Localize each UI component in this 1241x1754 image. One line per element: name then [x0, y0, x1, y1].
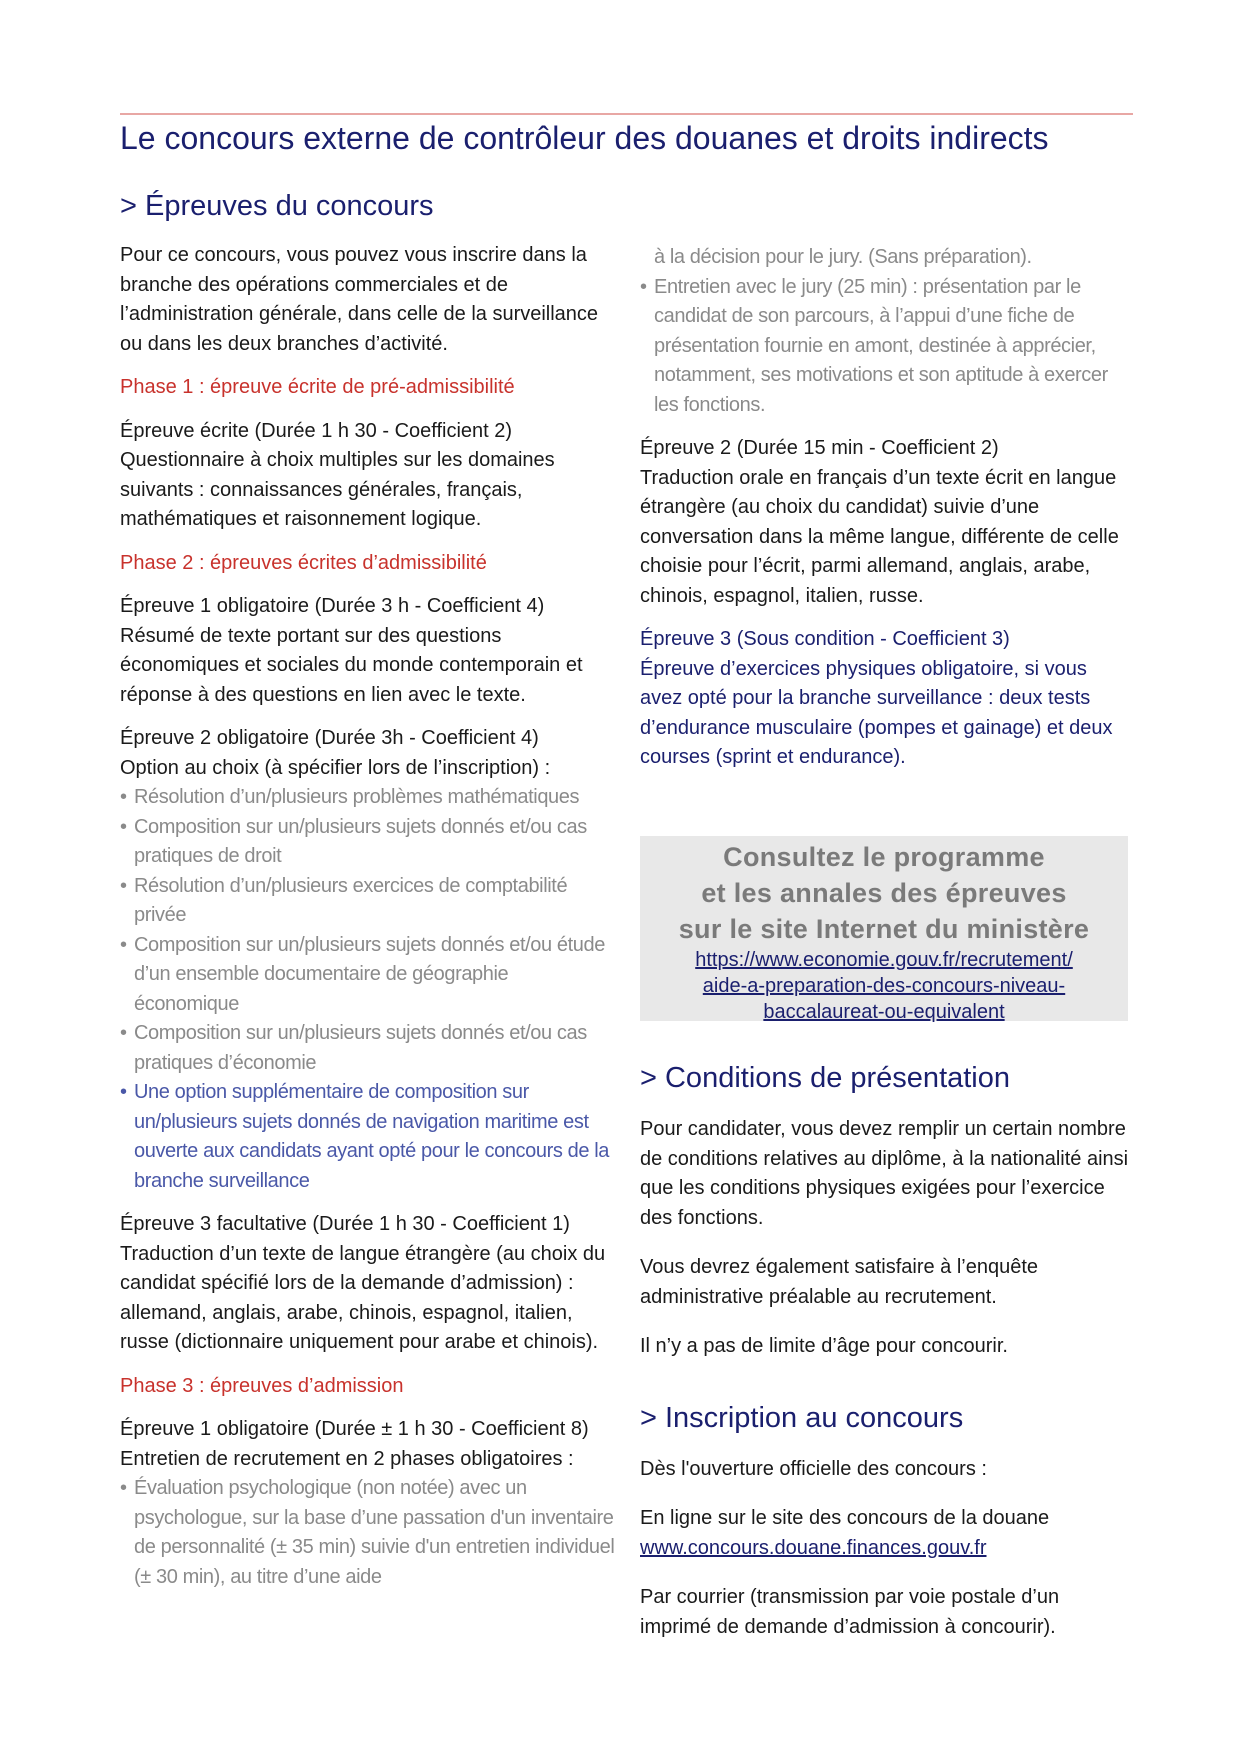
phase2-ep1-text: de texte portant sur des questions économiques et sociales du monde contemporain et réponse à des questions en lien avec le texte.: [120, 624, 583, 706]
phase3-epreuve1: [120, 1415, 615, 1474]
callout-link-line1[interactable]: https://www.economie.gouv.fr/recrutement/: [695, 949, 1073, 971]
list-item: • Composition sur un/plusieurs sujets donnés et/ou cas pratiques d’économie: [120, 1019, 615, 1078]
inscription-p3-text: (transmission par voie postale d’un imprimé de demande d’admission à concourir).: [640, 1586, 1060, 1638]
phase3-ep3-text: obligatoire, si vous avez opté pour la branche surveillance : deux tests d’endurance musculaire (pompes et gainage) et deux courses (sprint et endurance).: [640, 657, 1113, 768]
phase3-ep3-bold: Épreuve d’exercices physiques: [640, 657, 916, 680]
phase2-epreuve2: [120, 724, 615, 783]
phase3-item1-continued: à la décision pour le jury. (Sans préparation).: [654, 246, 1032, 268]
phase2-options-list: [120, 783, 615, 1196]
phase1-epreuve: [120, 417, 615, 535]
phase2-epreuve3: [120, 1210, 615, 1358]
section-heading-inscription: > Inscription au concours: [640, 1401, 964, 1434]
section-heading-epreuves: > Épreuves du concours: [120, 190, 434, 222]
phase2-epreuve1: [120, 592, 615, 710]
callout-link-line3[interactable]: baccalaureat-ou-equivalent: [763, 1001, 1005, 1023]
phase1-ep-text: sur les domaines suivants : connaissances générales, français, mathématiques et raisonnement logique.: [120, 449, 555, 530]
conditions-p3: Il n’y a pas de limite d’âge pour concourir.: [640, 1335, 1008, 1357]
inscription-p2-text: sur le site des concours de la douane: [712, 1507, 1050, 1529]
phase3-label: Phase 3 : épreuves d’admission: [120, 1374, 404, 1397]
phase3-ep2-bold: Traduction orale: [640, 466, 784, 489]
inscription-p2: [640, 1504, 1130, 1563]
phase3-epreuve3: [640, 625, 1130, 773]
section-heading-conditions: > Conditions de présentation: [640, 1062, 1011, 1094]
phase3-ep1-sub: Entretien de recrutement en 2 phases obligatoires :: [120, 1447, 574, 1470]
inscription-p1: Dès l'ouverture officielle des concours :: [640, 1457, 987, 1480]
list-item: • Entretien avec le jury (25 min) : présentation par le candidat de son parcours, à l’appui d’une fiche de présentation fournie en amont, destinée à apprécier, notamment, ses motivations et son aptitude à exercer les fonctions.: [640, 273, 1130, 421]
phase2-ep2-sub: Option au choix (à spécifier lors de l’inscription) :: [120, 756, 551, 779]
phase3-list-part2: [640, 273, 1130, 421]
callout-line2: et les annales des épreuves: [701, 878, 1067, 908]
callout-link-line2[interactable]: aide-a-preparation-des-concours-niveau-: [702, 975, 1066, 997]
inscription-p3: [640, 1583, 1130, 1642]
list-item: • Résolution d’un/plusieurs exercices de comptabilité privée: [120, 872, 615, 931]
inscription-p3-bold: Par courrier: [640, 1586, 745, 1608]
phase2-label: Phase 2 : épreuves écrites d’admissibilité: [120, 551, 487, 574]
right-column-upper: [640, 243, 1130, 773]
list-item-extra: • Une option supplémentaire de composition sur un/plusieurs sujets donnés de navigation maritime est ouverte aux candidats ayant opté pour le concours de la branche surveillance: [120, 1078, 615, 1196]
phase1-ep-title: Épreuve écrite (Durée 1 h 30 - Coefficient 2): [120, 419, 513, 442]
programme-callout: [640, 836, 1128, 1021]
page-title: Le concours externe de contrôleur des douanes et droits indirects: [120, 120, 1049, 156]
callout-line3: sur le site Internet du ministère: [678, 914, 1090, 944]
intro-paragraph: Pour ce concours, vous pouvez vous inscrire dans la branche des opérations commerciales et de l’administration générale, dans celle de la surveillance ou dans les deux branches d’activité.: [120, 244, 599, 355]
phase2-ep3-bold: Traduction: [120, 1242, 214, 1265]
phase1-label: Phase 1 : épreuve écrite de pré-admissibilité: [120, 376, 515, 398]
phase3-ep2-title: Épreuve 2 (Durée 15 min - Coefficient 2): [640, 437, 999, 459]
phase1-ep-bold: Questionnaire à choix multiples: [120, 449, 398, 471]
phase2-ep3-text: d’un texte de langue étrangère (au choix du candidat spécifié lors de la demande d’admission) : allemand, anglais, arabe, chinois, espagnol, italien, russe (dictionnaire uniquement pour arabe et chinois).: [120, 1242, 606, 1353]
list-item: • Résolution d’un/plusieurs problèmes mathématiques: [120, 783, 615, 813]
phase3-ep3-title: Épreuve 3 (Sous condition - Coefficient 3): [640, 628, 1010, 650]
callout-line1: Consultez le programme: [723, 842, 1045, 872]
right-column-lower: [640, 1062, 1130, 1662]
list-item: • Composition sur un/plusieurs sujets donnés et/ou étude d’un ensemble documentaire de géographie économique: [120, 931, 615, 1020]
list-item: • Composition sur un/plusieurs sujets donnés et/ou cas pratiques de droit: [120, 813, 615, 872]
inscription-p2-bold: En ligne: [640, 1507, 713, 1529]
concours-douane-link[interactable]: www.concours.douane.finances.gouv.fr: [640, 1536, 987, 1559]
phase2-ep3-title: Épreuve 3 facultative (Durée 1 h 30 - Coefficient 1): [120, 1213, 570, 1235]
title-rule: [120, 113, 1133, 115]
conditions-p1: Pour candidater, vous devez remplir un certain nombre de conditions relatives au diplôme, à la nationalité ainsi que les conditions physiques exigées pour l’exercice des fonctions.: [640, 1118, 1129, 1229]
phase3-list-part1: [120, 1474, 615, 1592]
phase3-epreuve2: [640, 434, 1130, 611]
phase2-ep2-title: Épreuve 2 obligatoire (Durée 3h - Coefficient 4): [120, 727, 539, 749]
phase3-ep1-title: Épreuve 1 obligatoire (Durée ± 1 h 30 - Coefficient 8): [120, 1418, 589, 1440]
phase2-ep1-bold: Résumé: [120, 624, 195, 647]
conditions-p2: Vous devrez également satisfaire à l’enquête administrative préalable au recrutement.: [640, 1256, 1039, 1308]
phase2-ep1-title: Épreuve 1 obligatoire (Durée 3 h - Coefficient 4): [120, 595, 545, 617]
left-column: [120, 190, 615, 1606]
phase3-ep2-text: en français d’un texte écrit en langue étrangère (au choix du candidat) suivie d’une conversation dans la même langue, différente de celle choisie pour l’écrit, parmi allemand, anglais, arabe, chinois, espagnol, italien, russe.: [640, 466, 1119, 607]
list-item: • Évaluation psychologique (non notée) avec un psychologue, sur la base d’une passation d'un inventaire de personnalité (± 35 min) suivie d'un entretien individuel (± 30 min), au titre d’une aide: [120, 1474, 615, 1592]
